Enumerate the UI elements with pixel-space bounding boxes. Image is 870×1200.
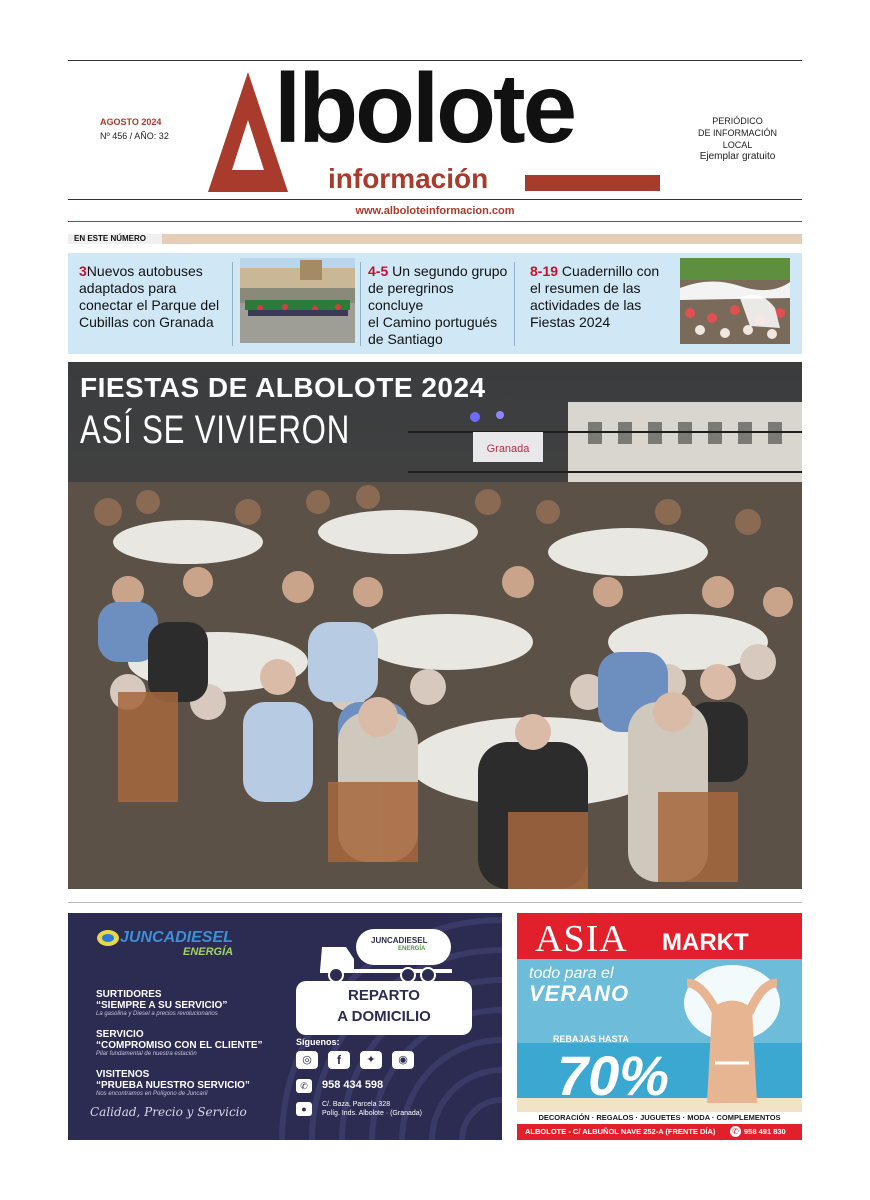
masthead-right xyxy=(690,115,785,163)
truck-brand: JUNCADIESEL xyxy=(371,936,428,945)
index-separator xyxy=(514,262,515,346)
ad-item-quote: “PRUEBA NUESTRO SERVICIO” xyxy=(96,1080,250,1091)
delivery-cta-line: REPARTO xyxy=(348,987,420,1004)
truck-icon xyxy=(316,925,456,983)
juncadiesel-ad[interactable] xyxy=(68,913,502,1140)
tagline-line: LOCAL xyxy=(722,140,753,150)
index-item-text: el resumen de las xyxy=(530,280,641,296)
ad-signature: Calidad, Precio y Servicio xyxy=(90,1105,247,1119)
delivery-cta[interactable] xyxy=(296,981,472,1035)
website-icon[interactable]: ◉ xyxy=(392,1051,414,1069)
url-rule xyxy=(68,221,802,222)
website-link[interactable]: www.alboloteinformacion.com xyxy=(355,205,515,217)
index-item-page: 4-5 xyxy=(368,263,389,279)
tagline-line: PERIÓDICO xyxy=(712,116,763,126)
index-item-text: adaptados para xyxy=(79,280,177,296)
location-icon: ● xyxy=(296,1102,312,1116)
social-icons xyxy=(296,1051,414,1069)
asia-slogan: todo para el xyxy=(529,965,614,982)
asia-phone-icon: ✆ xyxy=(730,1126,741,1137)
ad-address-line: C/. Baza, Parcela 328 xyxy=(322,1101,391,1108)
index-item-text: Cubillas con Granada xyxy=(79,314,214,330)
ad-item-small: La gasolina y Diesel a precios revolucionarios xyxy=(96,1011,218,1017)
index-separator xyxy=(232,262,233,346)
index-item[interactable] xyxy=(79,263,229,331)
twitter-icon[interactable]: ✦ xyxy=(360,1051,382,1069)
index-item-page: 8-19 xyxy=(530,263,559,279)
follow-label: Síguenos: xyxy=(296,1037,340,1047)
asia-address: ALBOLOTE - C/ ALBUÑOL NAVE 252-A (FRENTE DÍA) xyxy=(525,1127,716,1136)
phone-icon: ✆ xyxy=(296,1079,312,1093)
index-item-text: actividades de las xyxy=(530,297,642,313)
delivery-cta-line: A DOMICILIO xyxy=(337,1008,431,1025)
stage-banner-text: Granada xyxy=(486,443,530,455)
tagline-line: DE INFORMACIÓN xyxy=(697,128,777,138)
foam-party-photo[interactable] xyxy=(680,258,790,344)
logo-subtitle: información xyxy=(328,163,489,194)
ad-item-quote: “SIEMPRE A SU SERVICIO” xyxy=(96,1000,228,1011)
asia-brand: ASIA xyxy=(535,918,628,960)
index-item-text: Cuadernillo con xyxy=(558,263,660,279)
ad-item xyxy=(96,989,276,1017)
hero-subtitle: ASÍ SE VIVIERON xyxy=(80,408,351,452)
sale-value: 70% xyxy=(557,1044,670,1107)
index-item-text: Fiestas 2024 xyxy=(530,314,611,330)
ad-address-line: Políg. Inds. Albolote · (Granada) xyxy=(322,1110,422,1117)
drop-logo-icon xyxy=(96,929,120,947)
ad-item-small: Nos encontramos en Polígono de Juncaril xyxy=(96,1091,208,1097)
sale-label: REBAJAS HASTA xyxy=(553,1034,629,1044)
truck-brand-sub: ENERGÍA xyxy=(398,946,426,952)
ad-item-small: Pilar fundamental de nuestra estación xyxy=(96,1051,197,1057)
instagram-icon[interactable]: ◎ xyxy=(296,1051,318,1069)
ad-item xyxy=(96,1029,276,1057)
facebook-icon[interactable]: f xyxy=(328,1051,350,1069)
asia-categories: DECORACIÓN · REGALOS · JUGUETES · MODA · COMPLEMENTOS xyxy=(538,1113,781,1122)
asia-slogan-main: VERANO xyxy=(529,981,630,1006)
issue-number: Nº 456 / AÑO: 32 xyxy=(100,131,169,141)
masthead-left xyxy=(100,115,169,143)
ad-item-head: SERVICIO xyxy=(96,1029,144,1040)
tagline-line: Ejemplar gratuito xyxy=(699,151,776,162)
index-item-text: conectar el Parque del xyxy=(79,297,220,313)
index-item[interactable] xyxy=(368,263,508,348)
index-separator xyxy=(360,262,361,346)
asia-phone[interactable]: 958 491 830 xyxy=(744,1127,786,1136)
index-item[interactable] xyxy=(530,263,675,331)
index-item-text: de peregrinos concluye xyxy=(368,280,454,313)
ad-item-head: VISITENOS xyxy=(96,1069,150,1080)
asia-markt-ad[interactable] xyxy=(517,913,802,1140)
ad-brand-sub: ENERGÍA xyxy=(183,946,234,958)
index-label-bar xyxy=(162,234,802,244)
index-item-text: el Camino portugués xyxy=(368,314,498,330)
ad-item-head: SURTIDORES xyxy=(96,989,162,1000)
logo-bar xyxy=(525,175,660,191)
index-item-text: de Santiago xyxy=(368,331,443,347)
ad-item xyxy=(96,1069,276,1097)
ad-address xyxy=(322,1100,422,1118)
asia-brand-sub: MARKT xyxy=(662,929,749,956)
masthead-rule xyxy=(68,199,802,200)
pilgrims-photo[interactable] xyxy=(240,258,355,343)
hero-title: FIESTAS DE ALBOLOTE 2024 xyxy=(80,372,486,403)
ad-phone[interactable]: 958 434 598 xyxy=(322,1079,384,1091)
index-item-text: Un segundo grupo xyxy=(388,263,508,279)
index-item-page: 3 xyxy=(79,263,87,279)
issue-date: AGOSTO 2024 xyxy=(100,117,162,127)
ad-item-quote: “COMPROMISO CON EL CLIENTE” xyxy=(96,1040,263,1051)
index-label: EN ESTE NÚMERO xyxy=(68,234,168,244)
ads-rule xyxy=(68,902,802,903)
index-item-text: Nuevos autobuses xyxy=(86,263,203,279)
ad-brand: JUNCADIESEL xyxy=(120,929,233,946)
logo-title: lbolote xyxy=(274,53,575,163)
